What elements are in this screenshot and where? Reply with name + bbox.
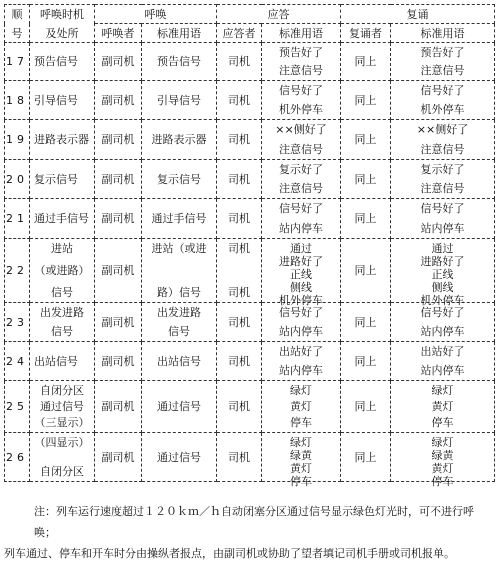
repeat-phrase-cell-text-line: 机外停车: [420, 103, 465, 116]
repeater-cell: 同上: [341, 43, 391, 81]
repeat-phrase-cell-text-line: 注意信号: [420, 182, 465, 195]
respond-phrase-cell: [262, 160, 341, 199]
call-phrase-cell-text-line: 出站信号: [157, 354, 201, 368]
call-phrase-cell-text-line: 路）信号: [157, 286, 201, 299]
repeat-phrase-cell-text: [391, 433, 494, 488]
responder-cell-text-line: 司机: [228, 242, 250, 255]
repeater-cell: 同上: [341, 120, 391, 160]
repeat-phrase-cell-text: [391, 199, 494, 238]
timing-cell-text-line: 引导信号: [34, 93, 78, 107]
call-phrase-cell: [142, 433, 217, 482]
responder-cell-text-line: 司机: [228, 93, 250, 107]
responder-cell-text-line: 司机: [228, 286, 250, 299]
responder-cell-text-line: 司机: [228, 172, 250, 186]
timing-cell: [30, 120, 95, 160]
responder-cell: [217, 43, 262, 81]
respond-phrase-cell-text-line: 站内停车: [279, 222, 323, 235]
table-row: [5, 81, 495, 120]
timing-cell: [30, 381, 95, 433]
responder-cell-text: [217, 81, 261, 119]
respond-phrase-cell-text: [262, 160, 340, 198]
row-number: 17: [5, 43, 30, 81]
respond-phrase-cell-text: [262, 433, 340, 488]
timing-cell-text: [34, 342, 94, 380]
respond-phrase-cell: [262, 239, 341, 307]
repeat-phrase-cell: [391, 381, 495, 433]
repeat-phrase-cell-text: [391, 81, 494, 119]
call-response-table-sheet: [4, 4, 494, 500]
repeater-cell: 同上: [341, 303, 391, 342]
responder-cell: [217, 81, 262, 120]
timing-cell-text: [30, 239, 94, 302]
footnote-line-1: 注：列车运行速度超过１２０ｋｍ／ｈ自动闭塞分区通过信号显示绿色灯光时，可不进行呼唤；: [34, 505, 474, 539]
repeat-phrase-cell-text: [391, 381, 494, 432]
respond-phrase-cell-text-line: 黄灯: [290, 400, 312, 413]
respond-phrase-cell: [262, 120, 341, 160]
respond-phrase-cell-text: [262, 43, 340, 80]
table-row: [5, 120, 495, 160]
responder-cell-text: [217, 120, 261, 159]
respond-phrase-cell-text-line: 注意信号: [279, 64, 323, 77]
row-number: 23: [5, 303, 30, 342]
respond-phrase-cell-text-line: 出站好了: [279, 345, 323, 358]
call-phrase-cell-text: [142, 433, 216, 481]
timing-cell-text-line: 进路表示器: [34, 133, 89, 146]
respond-phrase-cell-text-line: 绿灯: [290, 436, 312, 449]
repeat-phrase-cell-text-line: 站内停车: [420, 364, 465, 377]
responder-cell-text: [217, 160, 261, 198]
respond-phrase-cell-text-line: 注意信号: [279, 182, 323, 195]
call-phrase-cell-text-line: 预告信号: [157, 55, 201, 68]
timing-cell-text: [30, 303, 94, 341]
repeat-phrase-cell-text-line: 侧线: [431, 281, 454, 294]
timing-cell: [30, 433, 95, 482]
repeater-cell: 同上: [341, 342, 391, 381]
header-repeat: 复诵: [341, 5, 495, 24]
respond-phrase-cell: [262, 43, 341, 81]
respond-phrase-cell: [262, 81, 341, 120]
respond-phrase-cell-text-line: 侧线: [290, 281, 312, 294]
footnote-line-2: 列车通过、停车和开车时分由操纵者报点，由副司机或协助了望者填记司机手册或司机报单。: [4, 547, 455, 560]
caller-cell: 副司机: [95, 342, 142, 381]
caller-cell: 副司机: [95, 199, 142, 239]
repeat-phrase-cell-text-line: 黄灯: [431, 400, 454, 413]
timing-cell: [30, 199, 95, 239]
responder-cell-text-line: 司机: [228, 55, 250, 68]
caller-cell: 副司机: [95, 160, 142, 199]
respond-phrase-cell-text-line: ××侧好了: [275, 123, 327, 136]
respond-phrase-cell-text: [262, 342, 340, 380]
timing-cell-text-line: 信号: [51, 325, 73, 338]
respond-phrase-cell-text-line: 绿黄: [290, 449, 312, 462]
respond-phrase-cell-text: [262, 239, 340, 307]
call-phrase-cell-text: [142, 160, 216, 198]
repeater-cell: 同上: [341, 81, 391, 120]
repeater-cell: 同上: [341, 381, 391, 433]
responder-cell: [217, 303, 262, 342]
call-phrase-cell-text-line: 进站（或进: [151, 242, 207, 255]
repeat-phrase-cell: [391, 433, 495, 488]
call-phrase-cell-text: [142, 43, 216, 80]
respond-phrase-cell-text: [262, 199, 340, 238]
respond-phrase-cell: [262, 303, 341, 342]
responder-cell: [217, 433, 262, 482]
call-phrase-cell-text-line: 信号: [168, 325, 190, 338]
repeat-phrase-cell-text-line: 注意信号: [420, 143, 465, 156]
respond-phrase-cell-text: [262, 381, 340, 432]
call-phrase-cell-text-line: 出发进路: [157, 306, 201, 319]
respond-phrase-cell-text-line: 站内停车: [279, 325, 323, 338]
respond-phrase-cell-text-line: 黄灯: [290, 462, 312, 475]
timing-cell-text: [34, 199, 94, 238]
timing-cell-text-line: 预告信号: [34, 55, 78, 68]
repeat-phrase-cell-text-line: 绿黄: [431, 449, 454, 462]
repeater-cell: 同上: [341, 160, 391, 199]
footnote: [4, 501, 494, 564]
caller-cell: 副司机: [95, 303, 142, 342]
respond-phrase-cell-text-line: 停车: [290, 475, 312, 488]
repeat-phrase-cell-text-line: 正线: [431, 268, 454, 281]
call-phrase-cell-text: [142, 303, 216, 341]
repeat-phrase-cell: [391, 81, 495, 120]
table-row: [5, 303, 495, 342]
timing-cell: [30, 342, 95, 381]
call-phrase-cell-text-line: 进路表示器: [151, 133, 207, 146]
repeat-phrase-cell-text-line: 进路好了: [420, 255, 465, 268]
row-number: 22: [5, 239, 30, 303]
row-number: 26: [5, 433, 30, 482]
table-row: [5, 433, 495, 482]
timing-cell-text: [34, 81, 94, 119]
repeat-phrase-cell-text-line: 信号好了: [420, 202, 465, 215]
call-phrase-cell-text-line: 通过手信号: [151, 212, 207, 225]
timing-cell-text: [34, 43, 94, 80]
repeat-phrase-cell-text-line: 注意信号: [420, 64, 465, 77]
respond-phrase-cell-text-line: 进路好了: [279, 255, 323, 268]
repeat-phrase-cell-text-line: 通过: [431, 242, 454, 255]
timing-cell-text-line: （三显示）: [34, 416, 90, 429]
repeat-phrase-cell-text-line: 出站好了: [420, 345, 465, 358]
responder-cell-text-line: 司机: [228, 450, 250, 464]
timing-cell-text-line: （四显示）: [34, 436, 90, 449]
respond-phrase-cell-text-line: 机外停车: [279, 103, 323, 116]
repeater-cell: 同上: [341, 199, 391, 239]
respond-phrase-cell: [262, 381, 341, 433]
table-row: [5, 381, 495, 433]
respond-phrase-cell-text-line: 站内停车: [279, 364, 323, 377]
caller-cell: 副司机: [95, 433, 142, 482]
header-call: 呼唤: [95, 5, 217, 24]
responder-cell: [217, 381, 262, 433]
respond-phrase-cell-text-line: 通过: [290, 242, 312, 255]
responder-cell-text: [217, 199, 261, 238]
responder-cell-text-line: 司机: [228, 315, 250, 329]
responder-cell: [217, 199, 262, 239]
row-number: 18: [5, 81, 30, 120]
repeat-phrase-cell: [391, 303, 495, 342]
call-phrase-cell-text: [142, 342, 216, 380]
call-response-table: [4, 4, 495, 488]
table-row: [5, 160, 495, 199]
call-phrase-cell: [142, 160, 217, 199]
respond-phrase-cell-text-line: 停车: [290, 416, 312, 429]
repeat-phrase-cell-text: [391, 43, 494, 80]
repeat-phrase-cell-text-line: 预告好了: [420, 46, 465, 59]
respond-phrase-cell-text-line: 绿灯: [290, 384, 312, 397]
repeat-phrase-cell-text: [391, 160, 494, 198]
repeat-phrase-cell-text: [391, 120, 494, 159]
header-repeater: 复诵者: [341, 24, 391, 43]
row-number: 24: [5, 342, 30, 381]
repeat-phrase-cell-text-line: 信号好了: [420, 84, 465, 97]
call-phrase-cell-text: [142, 381, 216, 432]
responder-cell: [217, 342, 262, 381]
respond-phrase-cell-text: [262, 303, 340, 341]
call-phrase-cell: [142, 239, 217, 303]
call-phrase-cell-text-line: 通过信号: [157, 400, 201, 413]
repeat-phrase-cell: [391, 43, 495, 81]
timing-cell-text: [34, 120, 94, 159]
timing-cell-text-line: 自闭分区: [40, 465, 84, 478]
repeat-phrase-cell-text-line: 站内停车: [420, 325, 465, 338]
responder-cell: [217, 120, 262, 160]
header-responder: 应答者: [217, 24, 262, 43]
call-phrase-cell: [142, 381, 217, 433]
responder-cell: [217, 160, 262, 199]
responder-cell-text: [217, 381, 261, 432]
respond-phrase-cell-text-line: 机外停车: [279, 294, 323, 307]
repeat-phrase-cell-text-line: 信号好了: [420, 306, 465, 319]
respond-phrase-cell-text-line: 注意信号: [279, 143, 323, 156]
row-number: 20: [5, 160, 30, 199]
timing-cell: [30, 43, 95, 81]
respond-phrase-cell: [262, 342, 341, 381]
row-number: 25: [5, 381, 30, 433]
respond-phrase-cell-text-line: 信号好了: [279, 84, 323, 97]
call-phrase-cell-text: [142, 81, 216, 119]
respond-phrase-cell-text: [262, 81, 340, 119]
responder-cell-text: [217, 43, 261, 80]
header-row-1: [5, 5, 495, 24]
respond-phrase-cell-text-line: 复示好了: [279, 163, 323, 176]
repeat-phrase-cell-text: [391, 342, 494, 380]
repeater-cell: 同上: [341, 433, 391, 482]
timing-cell: [30, 81, 95, 120]
header-respond-phrase: 标准用语: [262, 24, 341, 43]
call-phrase-cell-text: [142, 199, 216, 238]
repeat-phrase-cell-text-line: 停车: [431, 475, 454, 488]
timing-cell-text-line: 进站: [51, 242, 73, 255]
call-phrase-cell-text-line: 复示信号: [157, 172, 201, 186]
timing-cell-text-line: 信号: [51, 286, 73, 299]
row-number: 21: [5, 199, 30, 239]
responder-cell-text-line: 司机: [228, 400, 250, 413]
header-repeat-phrase: 标准用语: [391, 24, 495, 43]
responder-cell-text: [217, 433, 261, 481]
responder-cell-text: [217, 239, 261, 302]
repeat-phrase-cell-text-line: 复示好了: [420, 163, 465, 176]
call-phrase-cell: [142, 303, 217, 342]
call-phrase-cell: [142, 199, 217, 239]
repeat-phrase-cell: [391, 160, 495, 199]
repeat-phrase-cell-text-line: 绿灯: [431, 436, 454, 449]
repeat-phrase-cell-text: [391, 239, 494, 307]
repeat-phrase-cell-text-line: 黄灯: [431, 462, 454, 475]
respond-phrase-cell-text-line: 正线: [290, 268, 312, 281]
call-phrase-cell: [142, 120, 217, 160]
table-row: [5, 199, 495, 239]
timing-cell-text-line: 通过信号: [40, 400, 84, 413]
repeat-phrase-cell-text: [391, 303, 494, 341]
responder-cell-text-line: 司机: [228, 212, 250, 225]
call-phrase-cell: [142, 81, 217, 120]
repeat-phrase-cell: [391, 239, 495, 307]
repeat-phrase-cell: [391, 342, 495, 381]
call-phrase-cell-text-line: 引导信号: [157, 93, 201, 107]
caller-cell: 副司机: [95, 43, 142, 81]
call-phrase-cell: [142, 342, 217, 381]
header-no: 顺 号: [5, 5, 30, 43]
repeater-cell: 同上: [341, 239, 391, 303]
caller-cell: 副司机: [95, 381, 142, 433]
timing-cell-text-line: 自闭分区: [40, 384, 84, 397]
repeat-phrase-cell-text-line: 站内停车: [420, 222, 465, 235]
respond-phrase-cell: [262, 199, 341, 239]
timing-cell: [30, 160, 95, 199]
table-row: [5, 239, 495, 303]
table-row: [5, 342, 495, 381]
repeat-phrase-cell-text-line: 停车: [431, 416, 454, 429]
header-call-phrase: 标准用语: [142, 24, 217, 43]
timing-cell-text: [30, 381, 94, 432]
caller-cell: 副司机: [95, 81, 142, 120]
timing-cell-text: [30, 433, 94, 481]
respond-phrase-cell: [262, 433, 341, 488]
header-timing: 呼唤时机 及处所: [30, 5, 95, 43]
caller-cell: 副司机: [95, 239, 142, 303]
repeat-phrase-cell-text-line: 绿灯: [431, 384, 454, 397]
respond-phrase-cell-text-line: 信号好了: [279, 306, 323, 319]
caller-cell: 副司机: [95, 120, 142, 160]
call-phrase-cell: [142, 43, 217, 81]
timing-cell-text-line: 复示信号: [34, 172, 78, 186]
call-phrase-cell-text-line: 通过信号: [157, 450, 201, 464]
timing-cell-text-line: 通过手信号: [34, 212, 89, 225]
responder-cell-text: [217, 303, 261, 341]
call-phrase-cell-text: [142, 239, 216, 302]
timing-cell: [30, 303, 95, 342]
respond-phrase-cell-text-line: 预告好了: [279, 46, 323, 59]
timing-cell-text-line: （或进路）: [34, 264, 90, 277]
timing-cell: [30, 239, 95, 303]
responder-cell-text-line: 司机: [228, 133, 250, 146]
repeat-phrase-cell-text-line: 机外停车: [420, 294, 465, 307]
repeat-phrase-cell: [391, 120, 495, 160]
timing-cell-text: [34, 160, 94, 198]
timing-cell-text-line: 出站信号: [34, 354, 78, 368]
timing-cell-text-line: 出发进路: [40, 306, 84, 319]
header-caller: 呼唤者: [95, 24, 142, 43]
responder-cell: [217, 239, 262, 303]
repeat-phrase-cell: [391, 199, 495, 239]
responder-cell-text-line: 司机: [228, 354, 250, 368]
table-row: [5, 43, 495, 81]
responder-cell-text: [217, 342, 261, 380]
repeat-phrase-cell-text-line: ××侧好了: [416, 123, 469, 136]
respond-phrase-cell-text: [262, 120, 340, 159]
row-number: 19: [5, 120, 30, 160]
call-phrase-cell-text: [142, 120, 216, 159]
respond-phrase-cell-text-line: 信号好了: [279, 202, 323, 215]
table-body: [5, 43, 495, 488]
header-respond: 应答: [217, 5, 341, 24]
